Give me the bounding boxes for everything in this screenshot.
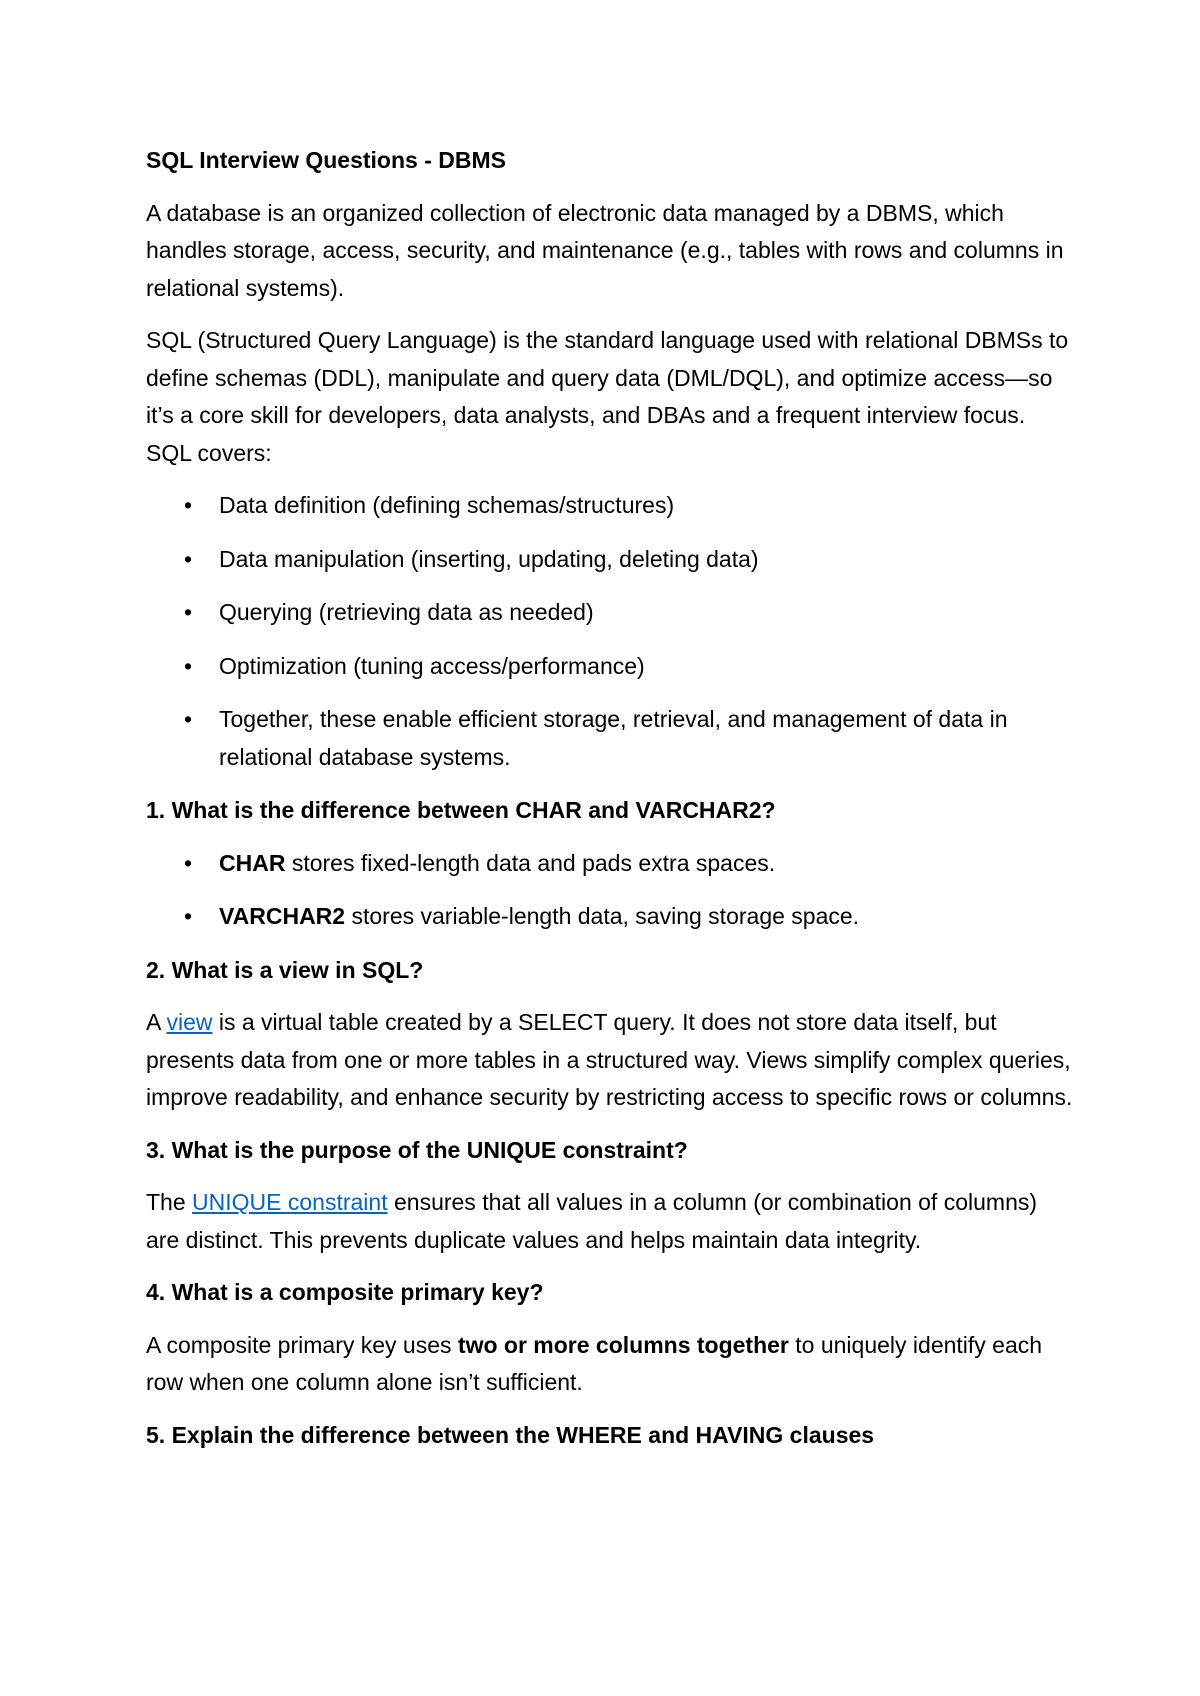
list-item-text: stores variable-length data, saving storage space.: [345, 903, 860, 929]
list-item-text: Data manipulation (inserting, updating, deleting data): [219, 545, 759, 572]
answer-bold-text: two or more columns together: [457, 1331, 789, 1358]
list-item-text: stores fixed-length data and pads extra spaces.: [285, 849, 776, 876]
sql-covers-list: [146, 487, 1076, 776]
bullet-icon: •: [184, 849, 193, 876]
question-3-answer: [146, 1184, 1076, 1259]
question-1-heading: 1. What is the difference between CHAR and VARCHAR2?: [146, 797, 776, 823]
question-2-heading: 2. What is a view in SQL?: [146, 956, 424, 983]
list-item-text: Optimization (tuning access/performance): [219, 652, 645, 679]
answer-text: to uniquely identify each row when one column alone isn’t sufficient.: [146, 1331, 1043, 1395]
answer-text: A composite primary key uses: [146, 1331, 458, 1358]
question-1-list: [146, 845, 1076, 936]
list-item-text: Querying (retrieving data as needed): [219, 599, 594, 625]
list-item: [146, 648, 1076, 686]
term-varchar2: VARCHAR2: [219, 903, 346, 929]
list-item: [146, 898, 1076, 936]
bullet-icon: •: [184, 903, 193, 929]
question-2-answer: [146, 1004, 1076, 1117]
document-page: [146, 142, 1076, 1469]
answer-text: ensures that all values in a column (or combination of columns) are distinct. This prevents duplicate values and helps maintain data integrity.: [146, 1189, 1038, 1253]
list-item: [146, 487, 1076, 525]
unique-constraint-link[interactable]: UNIQUE constraint: [192, 1189, 388, 1215]
bullet-icon: •: [184, 706, 193, 732]
intro-paragraph: A database is an organized collection of electronic data managed by a DBMS, which handles storage, access, security, and maintenance (e.g., tables with rows and columns in relational systems).: [146, 199, 1064, 301]
sql-paragraph: SQL (Structured Query Language) is the standard language used with relational DBMSs to define schemas (DDL), manipulate and query data (DML/DQL), and optimize access—so it’s a core skill for developers, data analysts, and DBAs and a frequent interview focus. SQL covers:: [146, 327, 1069, 466]
answer-text: The: [146, 1189, 193, 1215]
bullet-icon: •: [184, 599, 193, 625]
answer-text: A: [146, 1009, 167, 1035]
list-item-text: Together, these enable efficient storage, retrieval, and management of data in relational database systems.: [219, 706, 1008, 770]
list-item: [146, 541, 1076, 579]
list-item: [146, 845, 1076, 883]
bullet-icon: •: [184, 492, 193, 518]
document-title: SQL Interview Questions - DBMS: [146, 147, 506, 173]
question-4-answer: [146, 1327, 1076, 1402]
bullet-icon: •: [184, 545, 193, 572]
term-char: CHAR: [219, 849, 286, 876]
question-4-heading: 4. What is a composite primary key?: [146, 1279, 544, 1305]
answer-text: is a virtual table created by a SELECT query. It does not store data itself, but presents data from one or more tables in a structured way. Views simplify complex queries, improve readability, and enhance security by restricting access to specific rows or columns.: [146, 1009, 1073, 1110]
question-5-heading: 5. Explain the difference between the WHERE and HAVING clauses: [146, 1421, 875, 1448]
list-item: [146, 701, 1076, 776]
view-link[interactable]: view: [166, 1009, 213, 1035]
list-item: [146, 594, 1076, 632]
bullet-icon: •: [184, 652, 193, 679]
list-item-text: Data definition (defining schemas/structures): [219, 492, 675, 518]
question-3-heading: 3. What is the purpose of the UNIQUE constraint?: [146, 1136, 688, 1163]
